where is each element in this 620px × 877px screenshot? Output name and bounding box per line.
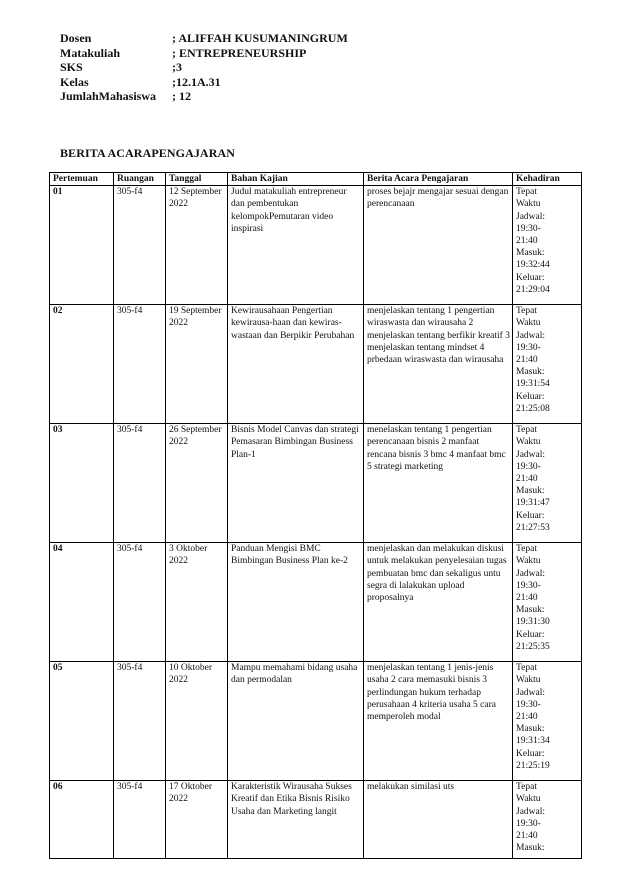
kehadiran-line: Jadwal: — [516, 687, 546, 698]
cell-tanggal: 12 September 2022 — [166, 186, 228, 305]
cell-bahan-kajian: Mampu memahami bidang usaha dan permodalan — [228, 662, 364, 781]
cell-kehadiran — [513, 424, 582, 543]
kehadiran-line: 21:40 — [516, 236, 538, 247]
kehadiran-line: Tepat — [516, 663, 537, 674]
header-label: Dosen — [60, 31, 92, 45]
cell-pertemuan: 03 — [50, 424, 114, 543]
kehadiran-line: 19:30- — [516, 461, 541, 472]
table-row — [50, 543, 582, 662]
header-value: ; ALIFFAH KUSUMANINGRUM — [172, 31, 348, 45]
kehadiran-line: Tepat — [516, 425, 537, 436]
kehadiran-line: 19:30- — [516, 223, 541, 234]
table-row — [50, 186, 582, 305]
kehadiran-line: 19:31:47 — [516, 498, 550, 509]
kehadiran-line: Tepat — [516, 187, 537, 198]
cell-tanggal: 26 September 2022 — [166, 424, 228, 543]
cell-ruangan: 305-f4 — [114, 186, 166, 305]
kehadiran-line: 21:40 — [516, 831, 538, 842]
column-header-tanggal: Tanggal — [166, 173, 228, 186]
kehadiran-line: Jadwal: — [516, 568, 546, 579]
table-row — [50, 662, 582, 781]
cell-berita-acara: proses bejajr mengajar sesuai dengan perencanaan — [364, 186, 513, 305]
kehadiran-line: Waktu — [516, 556, 541, 567]
column-header-kehadiran: Kehadiran — [513, 173, 582, 186]
kehadiran-line: 19:31:34 — [516, 736, 550, 747]
cell-tanggal: 19 September 2022 — [166, 305, 228, 424]
cell-kehadiran — [513, 543, 582, 662]
table-header-row — [50, 173, 582, 186]
header-row-jumlah-mahasiswa — [60, 89, 348, 104]
cell-ruangan: 305-f4 — [114, 543, 166, 662]
cell-bahan-kajian: Kewirausahaan Pengertian kewirausa-haan dan kewiras-wastaan dan Berpikir Perubahan — [228, 305, 364, 424]
kehadiran-line: 19:30- — [516, 342, 541, 353]
kehadiran-line: 21:25:19 — [516, 760, 550, 771]
kehadiran-line: 19:31:54 — [516, 379, 550, 390]
header-value: ; ENTREPRENEURSHIP — [172, 45, 307, 60]
header-value: ;3 — [172, 60, 182, 74]
kehadiran-line: Masuk: — [516, 248, 545, 259]
kehadiran-line: 21:27:53 — [516, 522, 550, 533]
cell-pertemuan: 04 — [50, 543, 114, 662]
document-header — [60, 31, 348, 104]
kehadiran-line: Tepat — [516, 544, 537, 555]
table-row — [50, 781, 582, 859]
kehadiran-line: Masuk: — [516, 486, 545, 497]
kehadiran-line: Jadwal: — [516, 211, 546, 222]
kehadiran-line: Waktu — [516, 437, 541, 448]
kehadiran-line: Jadwal: — [516, 330, 546, 341]
header-row-sks — [60, 60, 348, 75]
cell-kehadiran — [513, 305, 582, 424]
cell-ruangan: 305-f4 — [114, 305, 166, 424]
cell-tanggal: 17 Oktober 2022 — [166, 781, 228, 859]
kehadiran-line: Masuk: — [516, 724, 545, 735]
cell-bahan-kajian: Karakteristik Wirausaha Sukses Kreatif dan Etika Bisnis Risiko Usaha dan Marketing langit — [228, 781, 364, 859]
cell-kehadiran — [513, 186, 582, 305]
kehadiran-line: Masuk: — [516, 843, 545, 854]
kehadiran-line: Waktu — [516, 318, 541, 329]
kehadiran-line: 21:25:08 — [516, 403, 550, 414]
cell-pertemuan: 05 — [50, 662, 114, 781]
cell-berita-acara: menjelaskan tentang 1 jenis-jenis usaha 2 cara memasuki bisnis 3 perlindungan hukum terhadap perusahaan 4 kriteria usaha 5 cara memperoleh modal — [364, 662, 513, 781]
header-label: Kelas — [60, 74, 89, 89]
kehadiran-line: 19:30- — [516, 699, 541, 710]
cell-tanggal: 10 Oktober 2022 — [166, 662, 228, 781]
kehadiran-line: 19:30- — [516, 580, 541, 591]
cell-berita-acara: menjelaskan tentang 1 pengertian wiraswasta dan wirausaha 2 menjelaskan tentang berfikir kreatif 3 menjelaskan tentang mindset 4 prbedaan wiraswasta dan wirausaha — [364, 305, 513, 424]
kehadiran-line: Masuk: — [516, 367, 545, 378]
kehadiran-line: Keluar: — [516, 391, 545, 402]
cell-bahan-kajian: Panduan Mengisi BMC Bimbingan Business Plan ke-2 — [228, 543, 364, 662]
kehadiran-line: 21:25:35 — [516, 641, 550, 652]
cell-ruangan: 305-f4 — [114, 662, 166, 781]
kehadiran-line: Waktu — [516, 794, 541, 805]
column-header-pertemuan: Pertemuan — [50, 173, 114, 186]
kehadiran-line: Tepat — [516, 782, 537, 793]
section-title: BERITA ACARAPENGAJARAN — [60, 146, 235, 160]
kehadiran-line: 19:32:44 — [516, 260, 550, 271]
cell-kehadiran — [513, 662, 582, 781]
header-row-kelas — [60, 75, 348, 90]
column-header-bahan-kajian: Bahan Kajian — [228, 173, 364, 186]
header-label: SKS — [60, 60, 83, 74]
cell-berita-acara: melakukan similasi uts — [364, 781, 513, 859]
cell-pertemuan: 06 — [50, 781, 114, 859]
cell-tanggal: 3 Oktober 2022 — [166, 543, 228, 662]
cell-bahan-kajian: Judul matakuliah entrepreneur dan pembentukan kelompokPemutaran video inspirasi — [228, 186, 364, 305]
header-row-dosen — [60, 31, 348, 46]
kehadiran-line: 21:29:04 — [516, 284, 550, 295]
cell-ruangan: 305-f4 — [114, 781, 166, 859]
kehadiran-line: Jadwal: — [516, 806, 546, 817]
kehadiran-line: 21:40 — [516, 712, 538, 723]
kehadiran-line: 21:40 — [516, 474, 538, 485]
cell-bahan-kajian: Bisnis Model Canvas dan strategi Pemasaran Bimbingan Business Plan-1 — [228, 424, 364, 543]
cell-berita-acara: menelaskan tentang 1 pengertian perencanaan bisnis 2 manfaat rencana bisnis 3 bmc 4 manfaat bmc 5 strategi marketing — [364, 424, 513, 543]
header-value: ;12.1A.31 — [172, 74, 221, 89]
header-label: JumlahMahasiswa — [60, 89, 157, 103]
cell-kehadiran — [513, 781, 582, 859]
kehadiran-line: Masuk: — [516, 605, 545, 616]
header-label: Matakuliah — [60, 45, 121, 60]
kehadiran-line: Keluar: — [516, 272, 545, 283]
cell-pertemuan: 01 — [50, 186, 114, 305]
table-row — [50, 305, 582, 424]
kehadiran-line: Tepat — [516, 306, 537, 317]
kehadiran-line: Waktu — [516, 199, 541, 210]
cell-pertemuan: 02 — [50, 305, 114, 424]
kehadiran-line: 19:31:30 — [516, 617, 550, 628]
kehadiran-line: Jadwal: — [516, 449, 546, 460]
kehadiran-line: 21:40 — [516, 593, 538, 604]
teaching-report-table — [49, 172, 582, 859]
kehadiran-line: Keluar: — [516, 748, 545, 759]
table-row — [50, 424, 582, 543]
column-header-berita-acara: Berita Acara Pengajaran — [364, 173, 513, 186]
kehadiran-line: Keluar: — [516, 510, 545, 521]
cell-berita-acara: menjelaskan dan melakukan diskusi untuk melakukan penyelesaian tugas pembuatan bmc dan sekaligus untu segra di lalakukan upload proposalnya — [364, 543, 513, 662]
column-header-ruangan: Ruangan — [114, 173, 166, 186]
kehadiran-line: Keluar: — [516, 629, 545, 640]
header-row-matakuliah — [60, 46, 348, 61]
cell-ruangan: 305-f4 — [114, 424, 166, 543]
kehadiran-line: 21:40 — [516, 355, 538, 366]
kehadiran-line: 19:30- — [516, 818, 541, 829]
header-value: ; 12 — [172, 89, 191, 103]
kehadiran-line: Waktu — [516, 675, 541, 686]
